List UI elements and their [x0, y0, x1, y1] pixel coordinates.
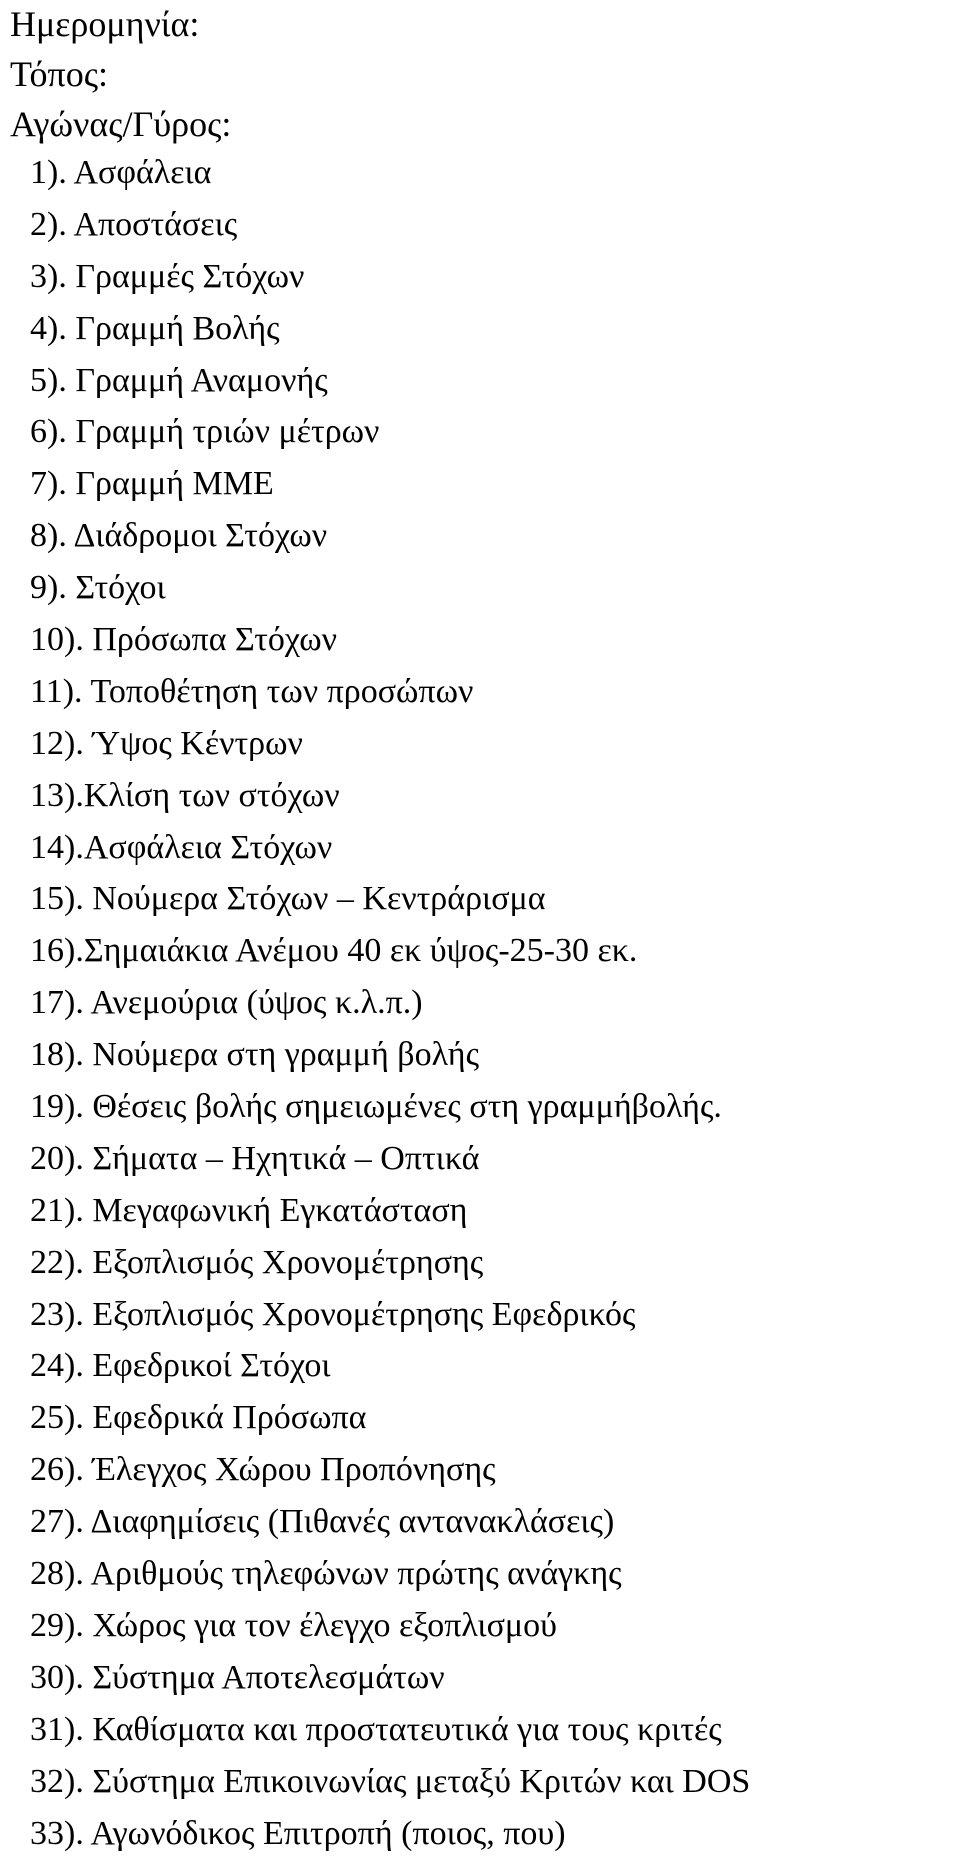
checklist-item: 6). Γραμμή τριών μέτρων — [30, 413, 380, 451]
checklist-item: 22). Εξοπλισμός Χρονομέτρησης — [30, 1243, 484, 1281]
checklist-item: 21). Μεγαφωνική Εγκατάσταση — [30, 1191, 468, 1229]
checklist-item: 7). Γραμμή ΜΜΕ — [30, 465, 274, 503]
match-round-label: Αγώνας/Γύρος: — [10, 104, 232, 144]
checklist-item: 27). Διαφημίσεις (Πιθανές αντανακλάσεις) — [30, 1503, 615, 1541]
checklist-item: 9). Στόχοι — [30, 569, 166, 607]
checklist-item: 31). Καθίσματα και προστατευτικά για τους κριτές — [30, 1710, 722, 1748]
date-label: Ημερομηνία: — [10, 4, 200, 44]
checklist — [30, 147, 955, 1859]
checklist-item: 28). Αριθμούς τηλεφώνων πρώτης ανάγκης — [30, 1555, 622, 1593]
checklist-item: 26). Έλεγχος Χώρου Προπόνησης — [30, 1451, 496, 1489]
checklist-item: 33). Αγωνόδικος Επιτροπή (ποιος, που) — [30, 1814, 566, 1852]
checklist-item: 2). Αποστάσεις — [30, 205, 238, 243]
checklist-item: 24). Εφεδρικοί Στόχοι — [30, 1347, 331, 1385]
checklist-item: 4). Γραμμή Βολής — [30, 309, 280, 347]
checklist-item: 12). Ύψος Κέντρων — [30, 724, 303, 762]
checklist-item: 8). Διάδρομοι Στόχων — [30, 517, 328, 555]
place-label: Τόπος: — [10, 54, 108, 94]
checklist-item: 13).Κλίση των στόχων — [30, 776, 340, 814]
checklist-item: 1). Ασφάλεια — [30, 154, 212, 191]
checklist-item: 32). Σύστημα Επικοινωνίας μεταξύ Κριτών και DOS — [30, 1762, 751, 1800]
checklist-item: 19). Θέσεις βολής σημειωμένες στη γραμμήβολής. — [30, 1088, 722, 1126]
checklist-item: 5). Γραμμή Αναμονής — [30, 361, 328, 399]
checklist-item: 29). Χώρος για τον έλεγχο εξοπλισμού — [30, 1606, 557, 1644]
checklist-item: 25). Εφεδρικά Πρόσωπα — [30, 1399, 367, 1437]
checklist-item: 15). Νούμερα Στόχων – Κεντράρισμα — [30, 880, 546, 918]
checklist-item: 10). Πρόσωπα Στόχων — [30, 621, 337, 659]
checklist-item: 17). Ανεμούρια (ύψος κ.λ.π.) — [30, 984, 423, 1022]
checklist-item: 16).Σημαιάκια Ανέμου 40 εκ ύψος-25-30 εκ. — [30, 932, 638, 970]
checklist-item: 18). Νούμερα στη γραμμή βολής — [30, 1036, 480, 1074]
checklist-item: 23). Εξοπλισμός Χρονομέτρησης Εφεδρικός — [30, 1295, 636, 1333]
checklist-item: 3). Γραμμές Στόχων — [30, 257, 305, 295]
checklist-item: 11). Τοποθέτηση των προσώπων — [30, 672, 474, 710]
checklist-item: 14).Ασφάλεια Στόχων — [30, 828, 333, 866]
checklist-item: 20). Σήματα – Ηχητικά – Οπτικά — [30, 1139, 480, 1177]
checklist-item: 30). Σύστημα Αποτελεσμάτων — [30, 1658, 445, 1696]
